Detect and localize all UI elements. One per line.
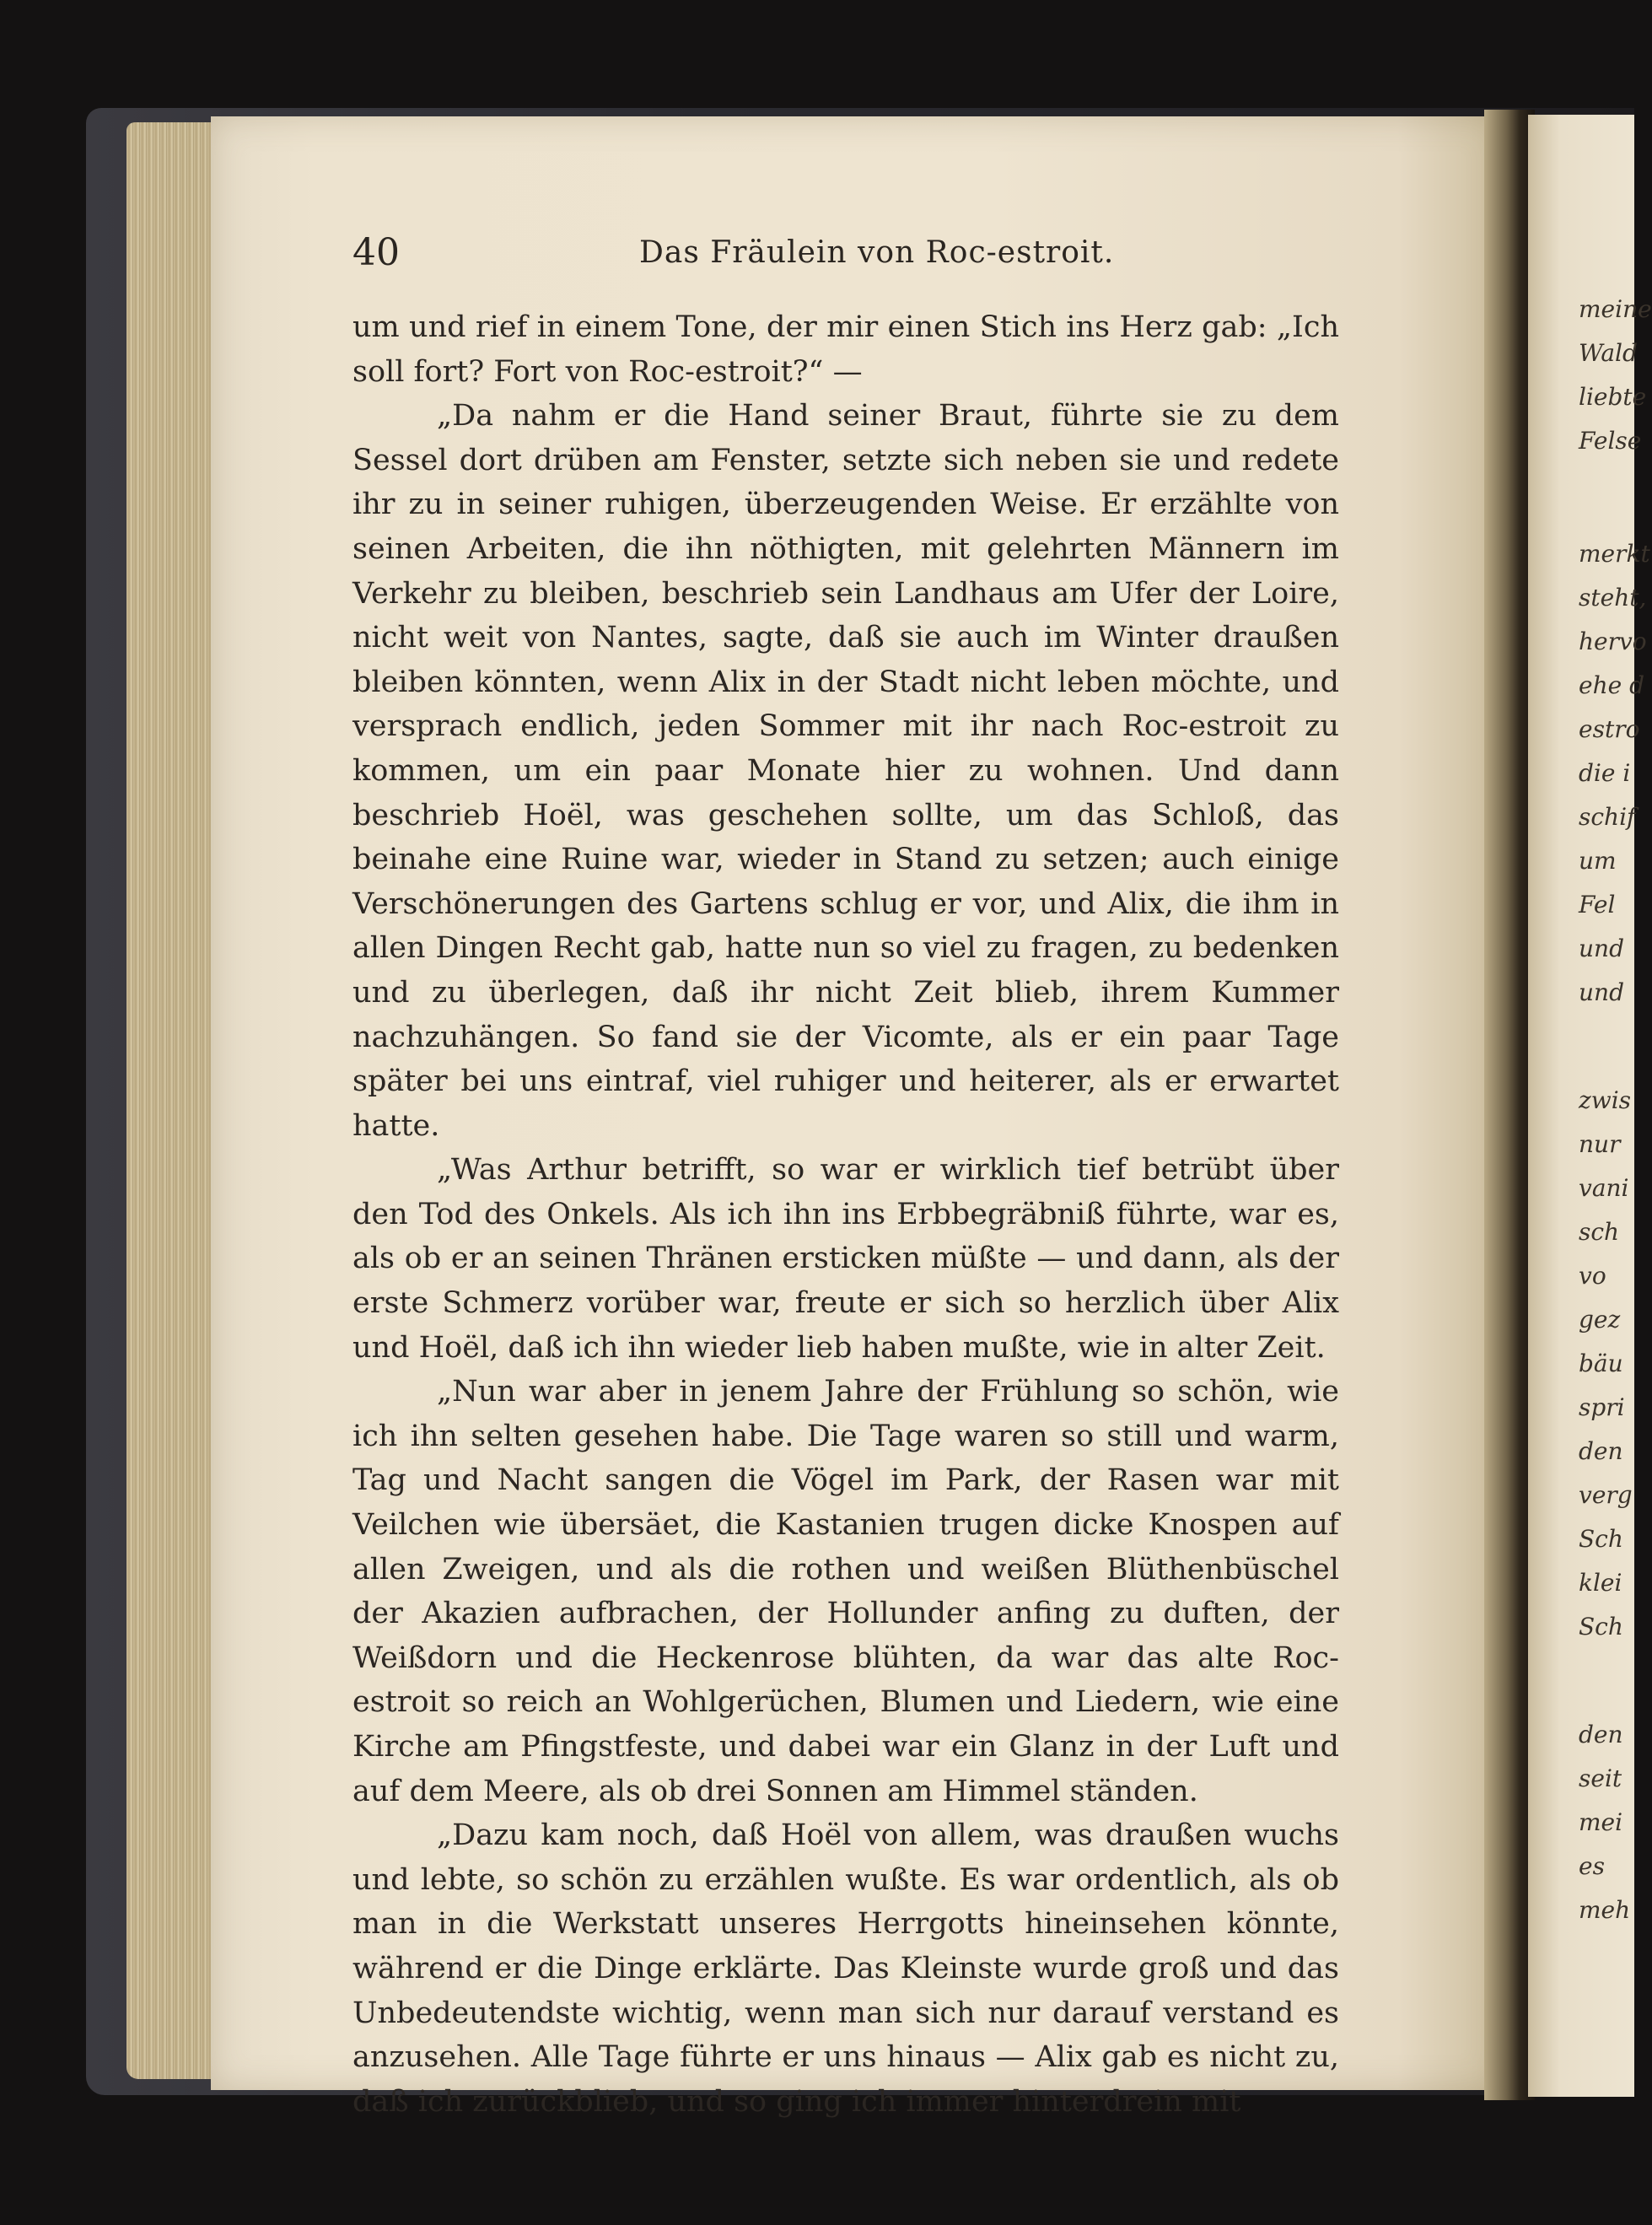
margin-fragment: estro <box>1579 715 1640 743</box>
margin-fragment: Sch <box>1579 1525 1623 1553</box>
page-number: 40 <box>352 231 400 274</box>
paragraph-4: „Nun war aber in jenem Jahre der Frühlung so schön, wie ich ihn selten gesehen habe. Die Tage waren so still und warm, Tag und Nacht sangen die Vögel im Park, der Rasen war mit Veilchen wie übersäet, die Kastanien trugen dicke Knospen auf allen Zweigen, und als die rothen und weißen Blüthenbüschel der Akazien aufbrachen, der Hollunder anfing zu duften, der Weißdorn und die Heckenrose blühten, da war das alte Roc-estroit so reich an Wohlgerüchen, Blumen und Liedern, wie eine Kirche am Pfingstfeste, und dabei war ein Glanz in der Luft und auf dem Meere, als ob drei Sonnen am Himmel ständen. <box>352 1375 1339 1808</box>
margin-fragment: schif <box>1579 803 1636 831</box>
margin-fragment: spri <box>1579 1393 1625 1421</box>
margin-fragment: hervo <box>1579 628 1647 655</box>
margin-fragment: Sch <box>1579 1613 1623 1640</box>
margin-fragment: Fel <box>1579 891 1616 919</box>
margin-fragment: verg <box>1579 1481 1633 1509</box>
margin-fragment: meh <box>1579 1896 1631 1924</box>
margin-fragment: den <box>1579 1437 1623 1465</box>
margin-fragment: Wald <box>1579 339 1638 367</box>
margin-fragment: es <box>1579 1852 1605 1880</box>
margin-fragment: mei <box>1579 1808 1623 1836</box>
margin-fragment: gez <box>1579 1306 1621 1333</box>
margin-fragment: seit <box>1579 1764 1622 1792</box>
paragraph-2: „Da nahm er die Hand seiner Braut, führte sie zu dem Sessel dort drüben am Fenster, setzte sich neben sie und redete ihr zu in seiner ruhigen, überzeugenden Weise. Er erzählte von seinen Arbeiten, die ihn nöthigten, mit gelehrten Männern im Verkehr zu bleiben, beschrieb sein Landhaus am Ufer der Loire, nicht weit von Nantes, sagte, daß sie auch im Winter draußen bleiben könnten, wenn Alix in der Stadt nicht leben möchte, und versprach endlich, jeden Sommer mit ihr nach Roc-estroit zu kommen, um ein paar Monate hier zu wohnen. Und dann beschrieb Hoël, was geschehen sollte, um das Schloß, das beinahe eine Ruine war, wieder in Stand zu setzen; auch einige Verschönerungen des Gartens schlug er vor, und Alix, die ihm in allen Dingen Recht gab, hatte nun so viel zu fragen, zu bedenken und zu überlegen, daß ihr nicht Zeit blieb, ihrem Kummer nachzuhängen. So fand sie der Vicomte, als er ein paar Tage später bei uns eintraf, viel ruhiger und heiterer, als er erwartet hatte. <box>352 399 1339 1143</box>
margin-fragment: bäu <box>1579 1350 1623 1377</box>
book-gutter <box>1484 110 1535 2100</box>
margin-fragment: und <box>1579 935 1624 962</box>
margin-fragment: klei <box>1579 1569 1622 1597</box>
page-header <box>352 228 1339 278</box>
margin-fragment: vo <box>1579 1262 1606 1290</box>
margin-fragment: den <box>1579 1721 1623 1748</box>
margin-fragment: die i <box>1579 759 1631 787</box>
paragraph-3: „Was Arthur betrifft, so war er wirklich tief betrübt über den Tod des Onkels. Als ich ihn ins Erbbegräbniß führte, war es, als ob er an seinen Thränen ersticken müßte — und dann, als der erste Schmerz vorüber war, freute er sich so herzlich über Alix und Hoël, daß ich ihn wieder lieb haben mußte, wie in alter Zeit. <box>352 1153 1339 1365</box>
paragraph-1: um und rief in einem Tone, der mir einen Stich ins Herz gab: „Ich soll fort? Fort von Roc-estroit?“ — <box>352 310 1339 389</box>
margin-fragment: ehe d <box>1579 671 1644 699</box>
margin-fragment: steht, <box>1579 584 1647 611</box>
margin-fragment: merkt <box>1579 540 1650 568</box>
margin-fragment: Felse <box>1579 427 1642 455</box>
margin-fragment: um <box>1579 847 1617 875</box>
margin-fragment: und <box>1579 978 1624 1006</box>
margin-fragment: sch <box>1579 1218 1620 1246</box>
margin-fragment: vani <box>1579 1174 1629 1202</box>
body-text <box>352 305 1339 2124</box>
next-page-margin-fragments <box>1579 295 1652 1982</box>
margin-fragment: liebte <box>1579 383 1647 411</box>
running-title: Das Fräulein von Roc-estroit. <box>639 235 1115 270</box>
margin-fragment: zwis <box>1579 1086 1632 1114</box>
margin-fragment: nur <box>1579 1130 1621 1158</box>
margin-fragment: meine <box>1579 295 1652 323</box>
paragraph-5: „Dazu kam noch, daß Hoël von allem, was draußen wuchs und lebte, so schön zu erzählen wußte. Es war ordentlich, als ob man in die Werkstatt unseres Herrgotts hineinsehen könnte, während er die Dinge erklärte. Das Kleinste wurde groß und das Unbedeutendste wichtig, wenn man sich nur darauf verstand es anzusehen. Alle Tage führte er uns hinaus — Alix gab es nicht zu, daß ich zurückblieb, und so ging ich immer hinterdrein mit <box>352 1818 1339 2119</box>
